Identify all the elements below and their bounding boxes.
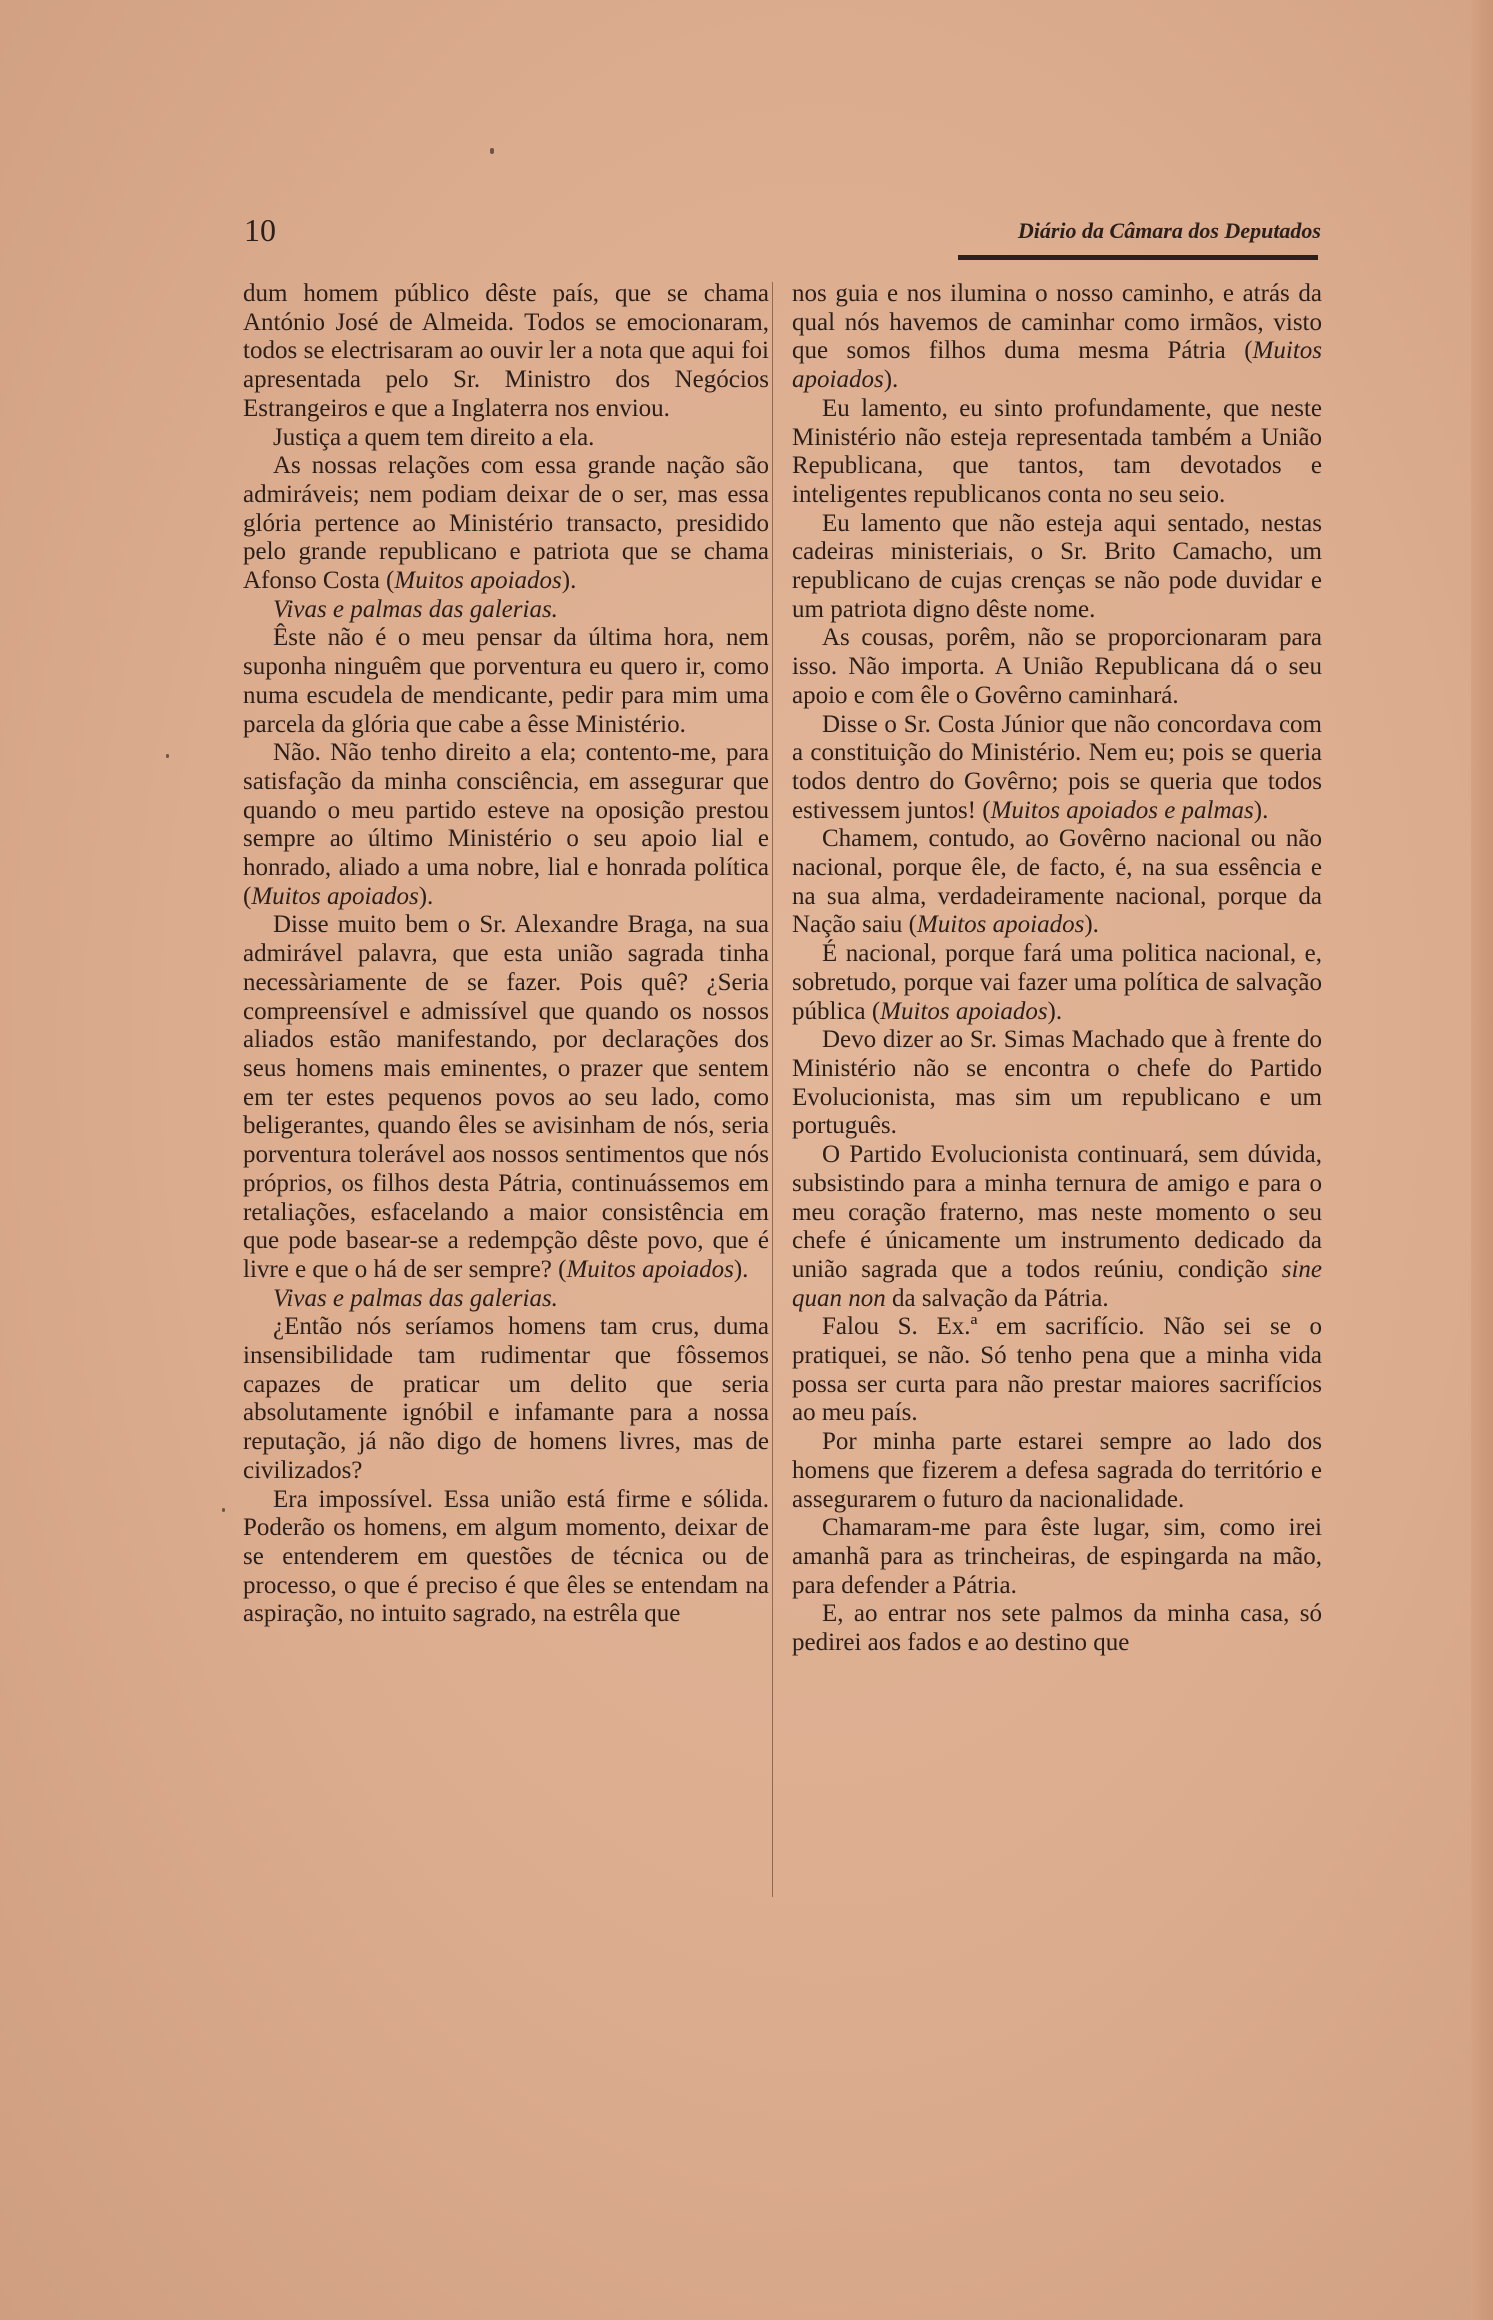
paragraph-text: Eu lamento, eu sinto profundamente, que neste Ministério não esteja representada também a União Republicana, que tantos, tam devotados e inteligentes republicanos conta no seu seio. [792,394,1322,508]
paragraph [792,825,1322,940]
paragraph-text: Falou S. Ex.ª em sacrifício. Não sei se o pratiquei, se não. Só tenho pena que a minha vida possa ser curta para não prestar maiores sacrifícios ao meu país. [792,1313,1322,1427]
paragraph [243,1486,769,1630]
paragraph-text: E, ao entrar nos sete palmos da minha casa, só pedirei aos fados e ao destino que [792,1600,1322,1657]
paragraph-text: Êste não é o meu pensar da última hora, nem suponha ninguêm que porventura eu quero ir, como numa escudela de mendicante, pedir para mim uma parcela da glória que cabe a êsse Ministério. [243,624,769,738]
stage-direction [243,596,769,625]
paragraph [243,424,769,453]
paper-speck [166,754,169,758]
left-column [243,280,769,1629]
paragraph-tail: ). [1047,997,1063,1025]
paragraph [792,1313,1322,1428]
paragraph-text: nos guia e nos ilumina o nosso caminho, e atrás da qual nós havemos de caminhar como irmãos, visto que somos filhos duma mesma Pátria ( [792,280,1322,365]
paragraph-tail: ). [418,882,434,910]
paragraph-tail: ). [883,366,899,394]
paragraph-text: É nacional, porque fará uma politica nacional, e, sobretudo, porque vai fazer uma política de salvação pública ( [792,940,1322,1025]
paragraph [243,911,769,1284]
paragraph [792,940,1322,1026]
paragraph [243,452,769,596]
paragraph [792,1600,1322,1657]
paragraph [792,510,1322,625]
paragraph-text: As nossas relações com essa grande nação são admiráveis; nem podiam deixar de o ser, mas essa glória pertence ao Ministério transacto, presidido pelo grande republicano e patriota que se chama Afonso Costa ( [243,452,769,595]
paragraph [792,1141,1322,1313]
paper-speck [222,1508,225,1512]
paragraph [792,1428,1322,1514]
page-number: 10 [244,212,276,248]
interjection: Muitos apoiados [251,882,419,910]
paragraph-text: Disse o Sr. Costa Júnior que não concordava com a constituição do Ministério. Nem eu; pois se queria todos dentro do Govêrno; pois se queria que todos estivessem juntos! ( [792,710,1322,824]
paragraph [792,1026,1322,1141]
paragraph-text: Chamem, contudo, ao Govêrno nacional ou não nacional, porque êle, de facto, é, na sua essência e na sua alma, verdadeiramente nacional, porque da Nação saiu ( [792,825,1322,939]
paragraph-tail: ). [561,567,577,595]
stage-direction-text: Vivas e palmas das galerias. [273,1284,558,1312]
running-head: Diário da Câmara dos Deputados [1017,218,1321,243]
interjection: Muitos apoiados [792,337,1322,394]
paragraph-text: Por minha parte estarei sempre ao lado dos homens que fizerem a defesa sagrada do território e assegurarem o futuro da nacionalidade. [792,1428,1322,1513]
paper-speck [490,148,494,154]
stage-direction [243,1285,769,1314]
paragraph-text: Era impossível. Essa união está firme e sólida. Poderão os homens, em algum momento, deixar de se entenderem em questões de técnica ou de processo, o que é preciso é que êles se entendam na aspiração, no intuito sagrado, na estrêla que [243,1485,769,1628]
stage-direction-text: Vivas e palmas das galerias. [273,595,558,623]
paragraph [243,280,769,424]
paragraph-text: Devo dizer ao Sr. Simas Machado que à frente do Ministério não se encontra o chefe do Partido Evolucionista, mas sim um republicano e um português. [792,1026,1322,1140]
paragraph-text: Não. Não tenho direito a ela; contento-me, para satisfação da minha consciência, em assegurar que quando o meu partido esteve na oposição prestou sempre ao último Ministério o seu apoio lial e honrado, aliado a uma nobre, lial e honrada política ( [243,739,769,910]
paragraph-text: ¿Então nós seríamos homens tam crus, duma insensibilidade tam rudimentar que fôssemos capazes de praticar um delito que seria absolutamente ignóbil e infamante para a nossa reputação, já não digo de homens livres, mas de civilizados? [243,1313,769,1484]
paragraph-text: dum homem público dêste país, que se chama António José de Almeida. Todos se emocionaram, todos se electrisaram ao ouvir ler a nota que aqui foi apresentada pelo Sr. Ministro dos Negócios Estrangeiros e que a Inglaterra nos enviou. [243,280,769,422]
paragraph [243,1313,769,1485]
paragraph-text: Eu lamento que não esteja aqui sentado, nestas cadeiras ministeriais, o Sr. Brito Camacho, um republicano de cujas crenças se não pode duvidar e um patriota digno dêste nome. [792,509,1322,623]
paragraph-text: O Partido Evolucionista continuará, sem dúvida, subsistindo para a minha ternura de amigo e para o meu coração fraterno, mas neste momento o seu chefe é únicamente um instrumento dedicado da união sagrada que a todos reúniu, condição [792,1141,1322,1283]
header-rule [958,255,1318,260]
paragraph-tail: ). [1084,911,1099,939]
interjection: Muitos apoiados [880,997,1048,1025]
interjection: sine quan non [792,1255,1322,1312]
paragraph [792,1514,1322,1600]
paragraph-text: Chamaram-me para êste lugar, sim, como irei amanhã para as trincheiras, de espingarda na mão, para defender a Pátria. [792,1514,1322,1599]
paragraph-tail: da salvação da Pátria. [885,1284,1109,1312]
paragraph [792,395,1322,510]
paragraph [792,280,1322,395]
interjection: Muitos apoiados e palmas [990,796,1254,824]
paragraph-tail: ). [733,1255,749,1283]
paper-edge [1471,0,1493,2320]
paragraph-tail: ). [1253,796,1269,824]
paragraph [243,739,769,911]
paragraph [243,624,769,739]
interjection: Muitos apoiados [566,1255,734,1283]
paragraph-text: Disse muito bem o Sr. Alexandre Braga, na sua admirável palavra, que esta união sagrada tinha necessàriamente de se fazer. Pois quê? ¿Seria compreensível e admissível que quando os nossos aliados estão manifestando, por declarações dos seus homens mais eminentes, o prazer que sentem em ter estes pequenos povos ao seu lado, como beligerantes, quando êles se avisinham de nós, seria porventura tolerável aos nossos sentimentos que nós próprios, os filhos desta Pátria, continuássemos em retaliações, esfacelando a maior consistência em que pode basear-se a redempção dêste povo, que é livre e que o há de ser sempre? ( [243,911,769,1283]
interjection: Muitos apoiados [394,567,562,595]
right-column [792,280,1322,1658]
column-divider [772,282,773,1897]
interjection: Muitos apoiados [916,911,1085,939]
paragraph [792,624,1322,710]
paragraph [792,711,1322,826]
paragraph-text: Justiça a quem tem direito a ela. [273,423,595,451]
paragraph-text: As cousas, porêm, não se proporcionaram para isso. Não importa. A União Republicana dá o seu apoio e com êle o Govêrno caminhará. [792,624,1322,709]
